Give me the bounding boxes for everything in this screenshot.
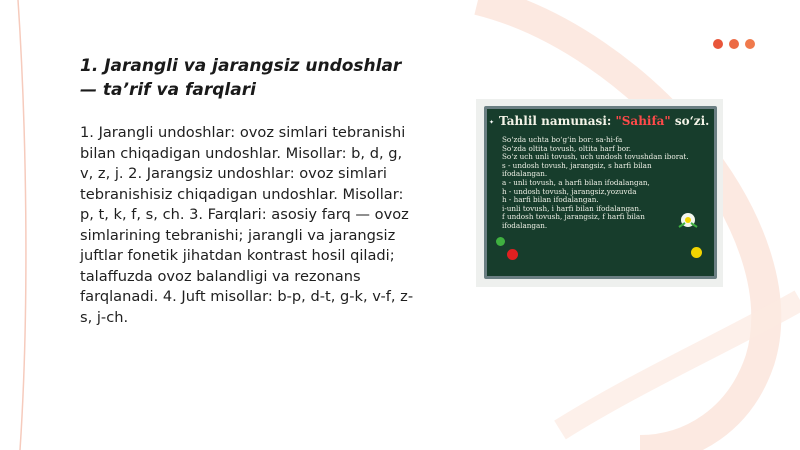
- board-heading-suffix: so‘zi.: [674, 114, 710, 128]
- board-line: So‘z uch unli tovush, uch undosh tovushdan iborat.: [502, 152, 689, 162]
- dot-2: [729, 39, 739, 49]
- flower-icon: [677, 209, 699, 231]
- board-line: ifodalangan.: [502, 220, 548, 230]
- board-line: So‘zda oltita tovush, oltita harf bor.: [502, 143, 631, 153]
- board-line: So‘zda uchta bo‘g‘in bor: sa-hi-fa: [502, 135, 623, 144]
- board-line: ifodalangan.: [502, 169, 548, 179]
- chalkboard: [484, 106, 717, 279]
- board-line: s - undosh tovush, jarangsiz, s harfi bilan: [502, 160, 652, 170]
- dot-1: [713, 39, 723, 49]
- board-star-icon: ✦: [489, 119, 495, 126]
- board-line: h - harfi bilan ifodalangan.: [502, 195, 599, 205]
- dot-3: [745, 39, 755, 49]
- slide-menu-dots: [713, 39, 755, 49]
- board-heading-word: "Sahifa": [615, 114, 671, 128]
- board-heading: [499, 114, 709, 128]
- red-magnet-icon: [507, 249, 518, 260]
- board-line: a - unli tovush, a harfi bilan ifodalangan,: [502, 177, 650, 187]
- board-line: h - undosh tovush, jarangsiz,yozuvda: [502, 186, 637, 196]
- chalkboard-image: [476, 99, 723, 287]
- yellow-magnet-icon: [691, 247, 702, 258]
- slide-title: 1. Jarangli va jarangsiz undoshlar — ta’rif va farqlari: [80, 56, 402, 100]
- board-heading-prefix: Tahlil namunasi:: [499, 114, 612, 128]
- slide-body-text: 1. Jarangli undoshlar: ovoz simlari tebranishi bilan chiqadigan undoshlar. Misollar: b, d, g, v, z, j. 2. Jarangsiz undoshlar: ovoz simlari tebranishisiz chiqadigan undoshlar. Misollar: p, t, k, f, s, ch. 3. Farqlari: asosiy farq — ovoz simlarining tebranishi; jarangli va jarangsiz juftlar fonetik jihatdan kontrast hosil qiladi; talaffuzda ovoz balandligi va rezonans farqlanadi. 4. Juft misollar: b-p, d-t, g-k, v-f, z-s, j-ch.: [80, 124, 414, 326]
- board-line: i-unli tovush, i harfi bilan ifodalangan.: [502, 203, 642, 213]
- green-magnet-icon: [496, 237, 505, 246]
- board-line: f undosh tovush, jarangsiz, f harfi bilan: [502, 212, 645, 222]
